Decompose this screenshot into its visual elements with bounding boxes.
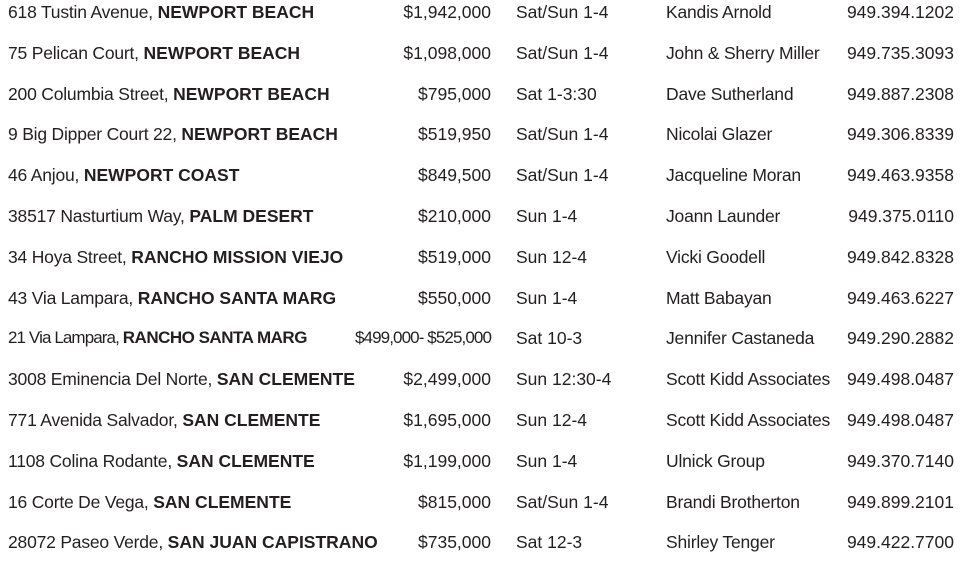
agent-phone: 949.498.0487 (846, 410, 954, 430)
agent-name: Dave Sutherland (666, 83, 794, 104)
street-address: 28072 Paseo Verde, (8, 532, 168, 553)
open-house-hours: Sat/Sun 1-4 (516, 491, 609, 512)
open-house-hours: Sat/Sun 1-4 (516, 124, 609, 145)
city-name: NEWPORT BEACH (173, 83, 330, 104)
listing-address (8, 482, 291, 523)
listing-price: $499,000- $525,000 (355, 328, 491, 348)
listing-row (0, 0, 967, 33)
street-address: 75 Pelican Court, (8, 42, 144, 63)
agent-name: Scott Kidd Associates (666, 369, 831, 390)
agent-phone: 949.375.0110 (848, 206, 954, 226)
street-address: 21 Via Lampara, (8, 328, 123, 348)
street-address: 618 Tustin Avenue, (8, 2, 158, 22)
open-house-hours: Sun 1-4 (516, 450, 578, 471)
listing-row (0, 522, 967, 563)
agent-phone: 949.842.8328 (846, 246, 954, 267)
city-name: NEWPORT COAST (83, 165, 240, 186)
listing-price: $795,000 (418, 83, 491, 104)
agent-phone: 949.422.7700 (846, 532, 954, 553)
city-name: SAN CLEMENTE (153, 491, 292, 512)
agent-phone: 949.463.6227 (846, 287, 954, 308)
listing-address (8, 0, 314, 33)
listing-price: $519,950 (418, 124, 491, 145)
agent-phone: 949.899.2101 (846, 491, 954, 512)
agent-name: Vicki Goodell (666, 246, 766, 267)
listing-row (0, 359, 967, 400)
listing-price: $1,942,000 (403, 2, 491, 22)
listing-row (0, 33, 967, 74)
listing-address (8, 318, 307, 359)
open-house-hours: Sat 10-3 (516, 328, 583, 349)
street-address: 43 Via Lampara, (8, 287, 138, 308)
listing-row (0, 441, 967, 482)
listing-price: $1,199,000 (403, 450, 491, 471)
agent-name: Shirley Tenger (666, 532, 775, 553)
listing-address (8, 441, 315, 482)
listing-row (0, 400, 967, 441)
listing-row (0, 237, 967, 278)
listing-row (0, 278, 967, 319)
listing-price: $210,000 (418, 206, 491, 226)
listing-address (8, 74, 330, 115)
agent-phone: 949.463.9358 (846, 165, 954, 186)
listing-address (8, 196, 314, 237)
listing-price: $550,000 (418, 287, 491, 308)
open-house-hours: Sat 1-3:30 (516, 83, 597, 104)
listing-address (8, 237, 343, 278)
agent-phone: 949.290.2882 (846, 328, 954, 349)
city-name: SAN CLEMENTE (216, 369, 355, 390)
open-house-hours: Sat/Sun 1-4 (516, 2, 609, 22)
open-house-hours: Sat/Sun 1-4 (516, 165, 609, 186)
city-name: NEWPORT BEACH (143, 42, 301, 63)
listing-price: $2,499,000 (403, 369, 491, 390)
listing-price: $815,000 (418, 491, 491, 512)
open-house-hours: Sun 1-4 (516, 206, 578, 226)
listing-address (8, 400, 320, 441)
open-house-hours: Sun 12-4 (516, 246, 588, 267)
listing-address (8, 33, 300, 74)
open-house-hours: Sun 1-4 (516, 287, 578, 308)
listing-row (0, 318, 967, 359)
street-address: 1108 Colina Rodante, (8, 450, 177, 471)
city-name: RANCHO SANTA MARG (122, 328, 307, 348)
listing-row (0, 196, 967, 237)
listing-address (8, 278, 336, 319)
street-address: 200 Columbia Street, (8, 83, 174, 104)
city-name: SAN JUAN CAPISTRANO (167, 532, 378, 553)
agent-name: Matt Babayan (666, 287, 772, 308)
listing-price: $519,000 (418, 246, 491, 267)
street-address: 9 Big Dipper Court 22, (8, 124, 182, 145)
city-name: NEWPORT BEACH (157, 2, 315, 22)
open-house-hours: Sun 12-4 (516, 410, 588, 430)
agent-phone: 949.498.0487 (846, 369, 954, 390)
city-name: NEWPORT BEACH (181, 124, 338, 145)
street-address: 16 Corte De Vega, (8, 491, 154, 512)
agent-name: Kandis Arnold (666, 2, 772, 22)
open-house-hours: Sun 12:30-4 (516, 369, 612, 390)
street-address: 34 Hoya Street, (8, 246, 132, 267)
city-name: RANCHO MISSION VIEJO (131, 246, 344, 267)
city-name: SAN CLEMENTE (176, 450, 315, 471)
agent-name: Brandi Brotherton (666, 491, 800, 512)
street-address: 771 Avenida Salvador, (8, 410, 183, 430)
agent-name: Nicolai Glazer (666, 124, 773, 145)
listing-row (0, 74, 967, 115)
street-address: 3008 Eminencia Del Norte, (8, 369, 217, 390)
city-name: SAN CLEMENTE (182, 410, 321, 430)
city-name: RANCHO SANTA MARG (137, 287, 337, 308)
agent-phone: 949.370.7140 (846, 450, 954, 471)
listing-row (0, 482, 967, 523)
listing-row (0, 114, 967, 155)
city-name: PALM DESERT (189, 206, 314, 226)
agent-name: Jennifer Castaneda (666, 328, 815, 349)
listing-price: $1,695,000 (403, 410, 491, 430)
listing-price: $1,098,000 (403, 42, 491, 63)
agent-phone: 949.887.2308 (846, 83, 954, 104)
street-address: 38517 Nasturtium Way, (8, 206, 190, 226)
agent-phone: 949.306.8339 (846, 124, 954, 145)
agent-name: Ulnick Group (666, 450, 765, 471)
listing-address (8, 522, 378, 563)
street-address: 46 Anjou, (8, 165, 84, 186)
agent-name: Jacqueline Moran (666, 165, 801, 186)
listing-price: $849,500 (418, 165, 491, 186)
listing-row (0, 155, 967, 196)
open-house-hours: Sat/Sun 1-4 (516, 42, 609, 63)
listing-address (8, 155, 239, 196)
agent-name: Joann Launder (666, 206, 781, 226)
listing-address (8, 359, 355, 400)
agent-name: Scott Kidd Associates (666, 410, 831, 430)
agent-phone: 949.735.3093 (846, 42, 954, 63)
open-house-hours: Sat 12-3 (516, 532, 583, 553)
listing-price: $735,000 (418, 532, 491, 553)
agent-name: John & Sherry Miller (666, 42, 820, 63)
listing-address (8, 114, 338, 155)
agent-phone: 949.394.1202 (846, 2, 954, 22)
